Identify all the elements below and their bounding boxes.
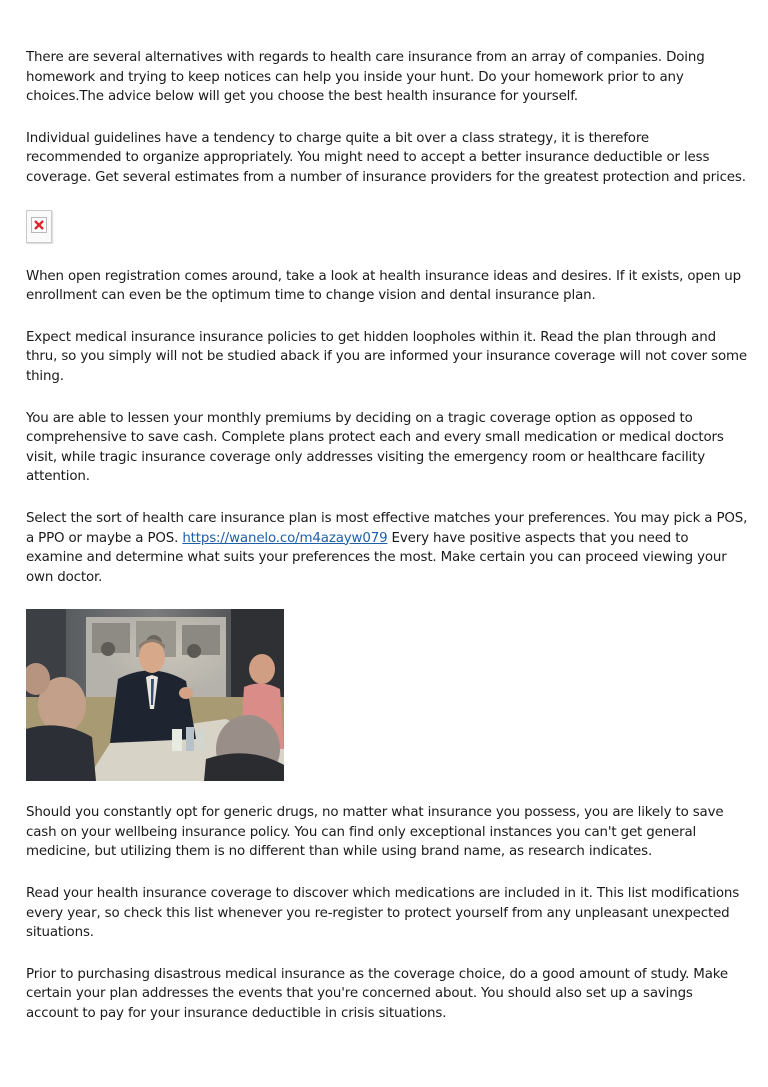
paragraph-5: You are able to lessen your monthly premiums by deciding on a tragic coverage option as opposed to comprehensive to save cash. Complete plans protect each and every small medication or medical doctors visit, while tragic insurance coverage only addresses visiting the emergency room or healthcare facility attention. <box>26 410 724 485</box>
wanelo-link[interactable]: https://wanelo.co/m4azayw079 <box>182 530 388 546</box>
red-x-icon <box>31 217 47 233</box>
paragraph-6-before: Select the sort of health care insurance plan is most effective matches your preferences. You may pick a POS, a PPO or maybe a POS. <box>26 510 748 546</box>
paragraph-6-after: Every have positive aspects that you need to examine and determine what suits your preferences the most. Make certain you can proceed viewing your own doctor. <box>26 530 727 585</box>
paragraph-3: When open registration comes around, take a look at health insurance ideas and desires. If it exists, open up enrollment can even be the optimum time to change vision and dental insurance plan. <box>26 268 741 304</box>
paragraph-9: Prior to purchasing disastrous medical insurance as the coverage choice, do a good amount of study. Make certain your plan addresses the events that you're concerned about. You should also set up a savings account to pay for your insurance deductible in crisis situations. <box>26 966 728 1022</box>
paragraph-1: There are several alternatives with regards to health care insurance from an array of companies. Doing homework and trying to keep notices can help you inside your hunt. Do your homework prior to any choices.The advice below will get you choose the best health insurance for yourself. <box>26 50 705 105</box>
paragraph-6 <box>26 509 748 587</box>
meeting-photo <box>26 609 284 781</box>
broken-image-icon <box>26 210 52 243</box>
paragraph-4: Expect medical insurance insurance policies to get hidden loopholes within it. Read the plan through and thru, so you simply will not be studied aback if you are informed your insurance coverage will not cover some thing. <box>26 329 747 384</box>
paragraph-7: Should you constantly opt for generic drugs, no matter what insurance you possess, you are likely to save cash on your wellbeing insurance policy. You can find only exceptional instances you can't get general medicine, but utilizing them is no different than while using brand name, as research indicates. <box>26 805 724 860</box>
paragraph-2: Individual guidelines have a tendency to charge quite a bit over a class strategy, it is therefore recommended to organize appropriately. You might need to accept a better insurance deductible or less coverage. Get several estimates from a number of insurance providers for the greatest protection and prices. <box>26 130 746 185</box>
paragraph-8: Read your health insurance coverage to discover which medications are included in it. This list modifications every year, so check this list whenever you re-register to protect yourself from any unpleasant unexpected situations. <box>26 886 740 941</box>
document-page <box>26 48 748 1024</box>
